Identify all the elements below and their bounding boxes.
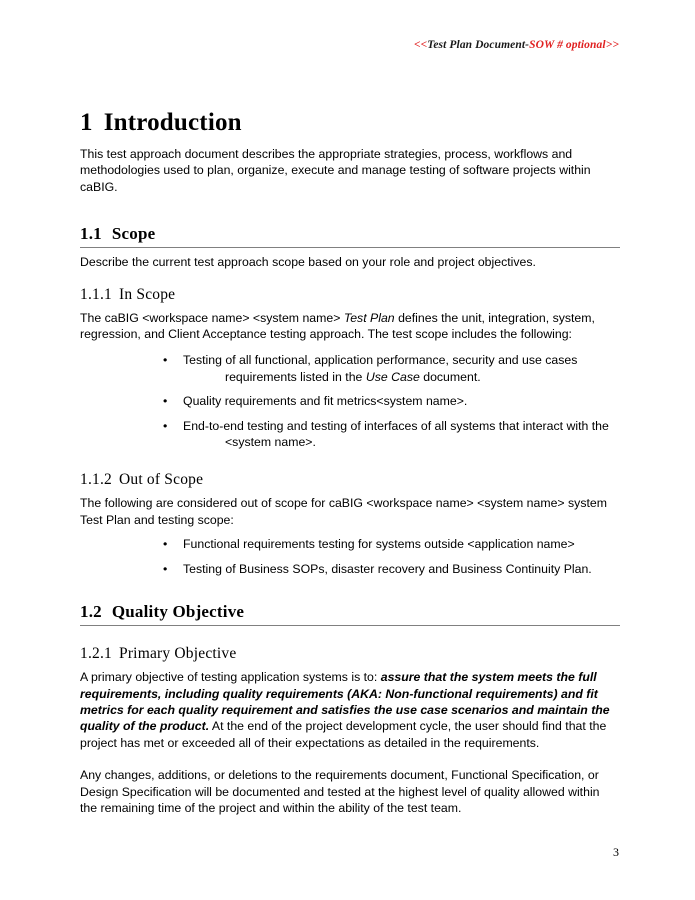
primary-objective-part2: At the end of the project development cycle, the user should find that the project has met or exceeded all of their expectations as detailed in the requirements. [80, 719, 607, 750]
heading-in-scope [80, 285, 620, 304]
primary-objective-bolditalic: assure that the system meets the full requirements, including quality requirements (AKA: Non-functional requirements) and fit metrics for each quality requirement and satisfies the use case scenarios and maintain the quality of the product. [80, 670, 610, 734]
list-item [80, 393, 620, 409]
heading-quality-objective-title: Quality Objective [111, 602, 245, 622]
heading-primary-objective-title: Primary Objective [119, 645, 237, 663]
list-in-scope [80, 352, 620, 450]
heading-scope-number: 1.1 [80, 224, 102, 244]
document-content [80, 108, 620, 816]
heading-in-scope-number: 1.1.1 [80, 285, 112, 303]
list-item [80, 561, 620, 577]
bullet-text-part2: document. [419, 369, 481, 384]
heading-primary-objective [80, 644, 620, 663]
paragraph-out-of-scope-lead: The following are considered out of scope for caBIG <workspace name> <system name> system Test Plan and testing scope: [80, 496, 607, 527]
header-title-red: SOW # optional [529, 39, 606, 51]
list-out-of-scope [80, 536, 620, 577]
bullet-icon: • [163, 418, 168, 433]
header-close-brackets: >> [605, 39, 619, 51]
heading-scope [80, 223, 620, 248]
bullet-text-part1: Quality requirements and fit metrics<system name>. [183, 394, 468, 409]
page-footer [80, 845, 619, 859]
paragraph-scope: Describe the current test approach scope based on your role and project objectives. [80, 255, 536, 270]
bullet-text-part1: Testing of all functional, application performance, security and use cases requirements listed in the [183, 353, 578, 384]
heading-out-of-scope [80, 470, 620, 489]
header-open-brackets: << [413, 39, 428, 51]
bullet-text: Testing of Business SOPs, disaster recovery and Business Continuity Plan. [183, 561, 592, 576]
heading-introduction-title: Introduction [103, 109, 242, 136]
bullet-text-italic: Use Case [365, 369, 420, 384]
primary-objective-part1: A primary objective of testing application systems is to: [80, 670, 381, 685]
header-title-plain: Test Plan Document- [427, 39, 530, 51]
in-scope-lead-part2: defines the unit, integration, system, regression, and Client Acceptance testing approach. The test scope includes the following: [80, 310, 595, 342]
bullet-icon: • [163, 353, 168, 368]
heading-quality-objective [80, 601, 620, 626]
heading-out-of-scope-title: Out of Scope [119, 471, 204, 489]
running-header [80, 38, 619, 52]
bullet-text: Functional requirements testing for systems outside <application name> [183, 537, 575, 552]
paragraph-primary-objective-1 [80, 669, 620, 751]
heading-quality-objective-number: 1.2 [80, 602, 102, 622]
heading-introduction-number: 1 [80, 109, 93, 136]
heading-scope-title: Scope [111, 224, 156, 244]
in-scope-lead-italic: Test Plan [343, 310, 395, 325]
paragraph-primary-objective-2: Any changes, additions, or deletions to the requirements document, Functional Specification, or Design Specification will be documented and tested at the highest level of quality allowed within the remaining time of the project and within the ability of the test team. [80, 768, 600, 815]
paragraph-in-scope-lead [80, 310, 620, 343]
bullet-icon: • [163, 537, 168, 552]
bullet-icon: • [163, 561, 168, 576]
bullet-text-part1: End-to-end testing and testing of interfaces of all systems that interact with the <system name>. [183, 418, 609, 450]
list-item [80, 536, 620, 552]
heading-in-scope-title: In Scope [119, 285, 176, 303]
paragraph-introduction: This test approach document describes the appropriate strategies, process, workflows and methodologies used to plan, organize, execute and manage testing of software projects within caBIG. [80, 147, 591, 194]
list-item [80, 418, 620, 451]
heading-primary-objective-number: 1.2.1 [80, 645, 112, 663]
list-item [80, 352, 620, 385]
heading-out-of-scope-number: 1.1.2 [80, 471, 112, 489]
bullet-icon: • [163, 394, 168, 409]
page-number: 3 [613, 845, 619, 859]
in-scope-lead-part1: The caBIG <workspace name> <system name> [80, 310, 344, 325]
heading-introduction [80, 108, 620, 138]
